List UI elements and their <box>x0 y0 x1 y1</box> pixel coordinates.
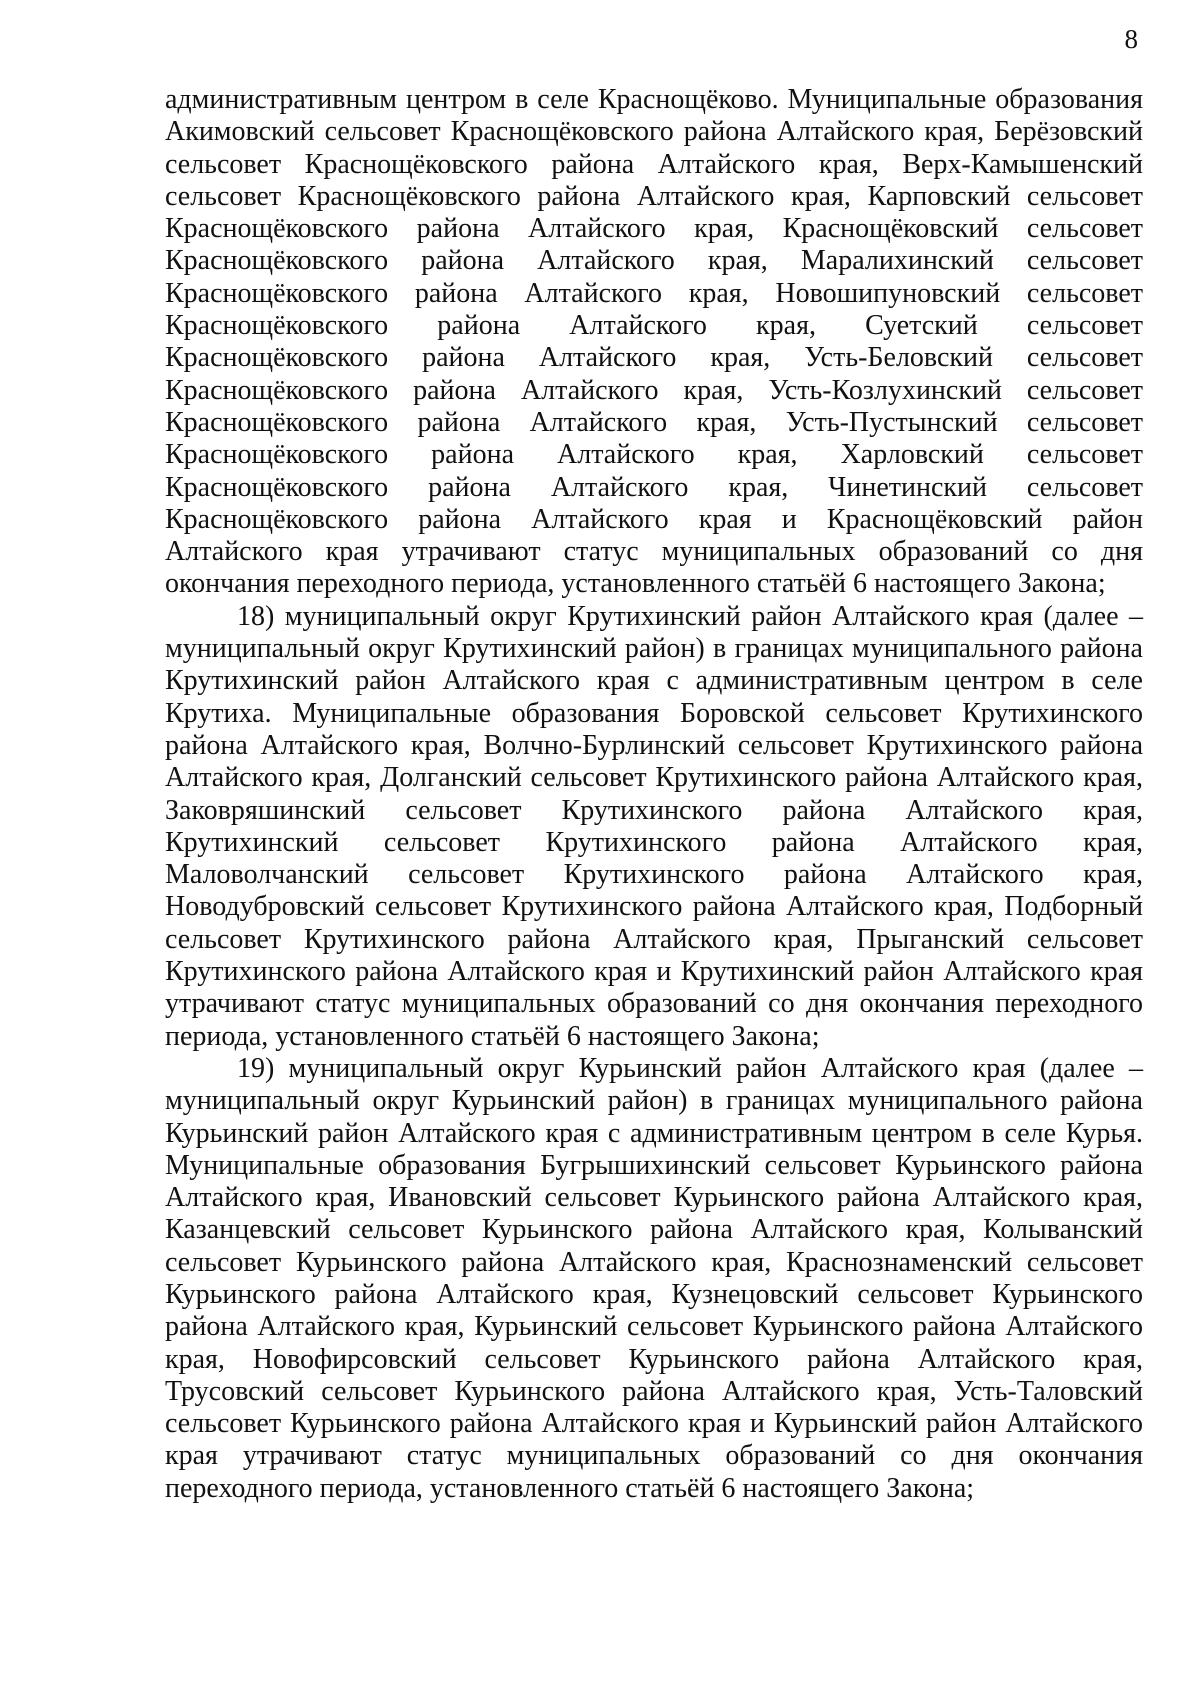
paragraph-19: 19) муниципальный округ Курьинский район Алтайского края (далее – муниципальный округ Курьинский район) в границах муниципального района Курьинский район Алтайского края с административным центром в селе Курья. Муниципальные образования Бугрышихинский сельсовет Курьинского района Алтайского края, Ивановский сельсовет Курьинского района Алтайского края, Казанцевский сельсовет Курьинского района Алтайского края, Колыванский сельсовет Курьинского района Алтайского края, Краснознаменский сельсовет Курьинского района Алтайского края, Кузнецовский сельсовет Курьинского района Алтайского края, Курьинский сельсовет Курьинского района Алтайского края, Новофирсовский сельсовет Курьинского района Алтайского края, Трусовский сельсовет Курьинского района Алтайского края, Усть-Таловский сельсовет Курьинского района Алтайского края и Курьинский район Алтайского края утрачивают статус муниципальных образований со дня окончания переходного периода, установленного статьёй 6 настоящего Закона; <box>165 1052 1143 1504</box>
paragraph-18: 18) муниципальный округ Крутихинский район Алтайского края (далее – муниципальный округ Крутихинский район) в границах муниципального района Крутихинский район Алтайского края с административным центром в селе Крутиха. Муниципальные образования Боровской сельсовет Крутихинского района Алтайского края, Волчно-Бурлинский сельсовет Крутихинского района Алтайского края, Долганский сельсовет Крутихинского района Алтайского края, Заковряшинский сельсовет Крутихинского района Алтайского края, Крутихинский сельсовет Крутихинского района Алтайского края, Маловолчанский сельсовет Крутихинского района Алтайского края, Новодубровский сельсовет Крутихинского района Алтайского края, Подборный сельсовет Крутихинского района Алтайского края, Прыганский сельсовет Крутихинского района Алтайского края и Крутихинский район Алтайского края утрачивают статус муниципальных образований со дня окончания переходного периода, установленного статьёй 6 настоящего Закона; <box>165 600 1143 1052</box>
page-number: 8 <box>1124 24 1138 54</box>
paragraph-17-continuation: административным центром в селе Краснощёково. Муниципальные образования Акимовский сельсовет Краснощёковского района Алтайского края, Берёзовский сельсовет Краснощёковского района Алтайского края, Верх-Камышенский сельсовет Краснощёковского района Алтайского края, Карповский сельсовет Краснощёковского района Алтайского края, Краснощёковский сельсовет Краснощёковского района Алтайского края, Маралихинский сельсовет Краснощёковского района Алтайского края, Новошипуновский сельсовет Краснощёковского района Алтайского края, Суетский сельсовет Краснощёковского района Алтайского края, Усть-Беловский сельсовет Краснощёковского района Алтайского края, Усть-Козлухинский сельсовет Краснощёковского района Алтайского края, Усть-Пустынский сельсовет Краснощёковского района Алтайского края, Харловский сельсовет Краснощёковского района Алтайского края, Чинетинский сельсовет Краснощёковского района Алтайского края и Краснощёковский район Алтайского края утрачивают статус муниципальных образований со дня окончания переходного периода, установленного статьёй 6 настоящего Закона; <box>165 84 1143 600</box>
document-body <box>165 84 1143 1505</box>
